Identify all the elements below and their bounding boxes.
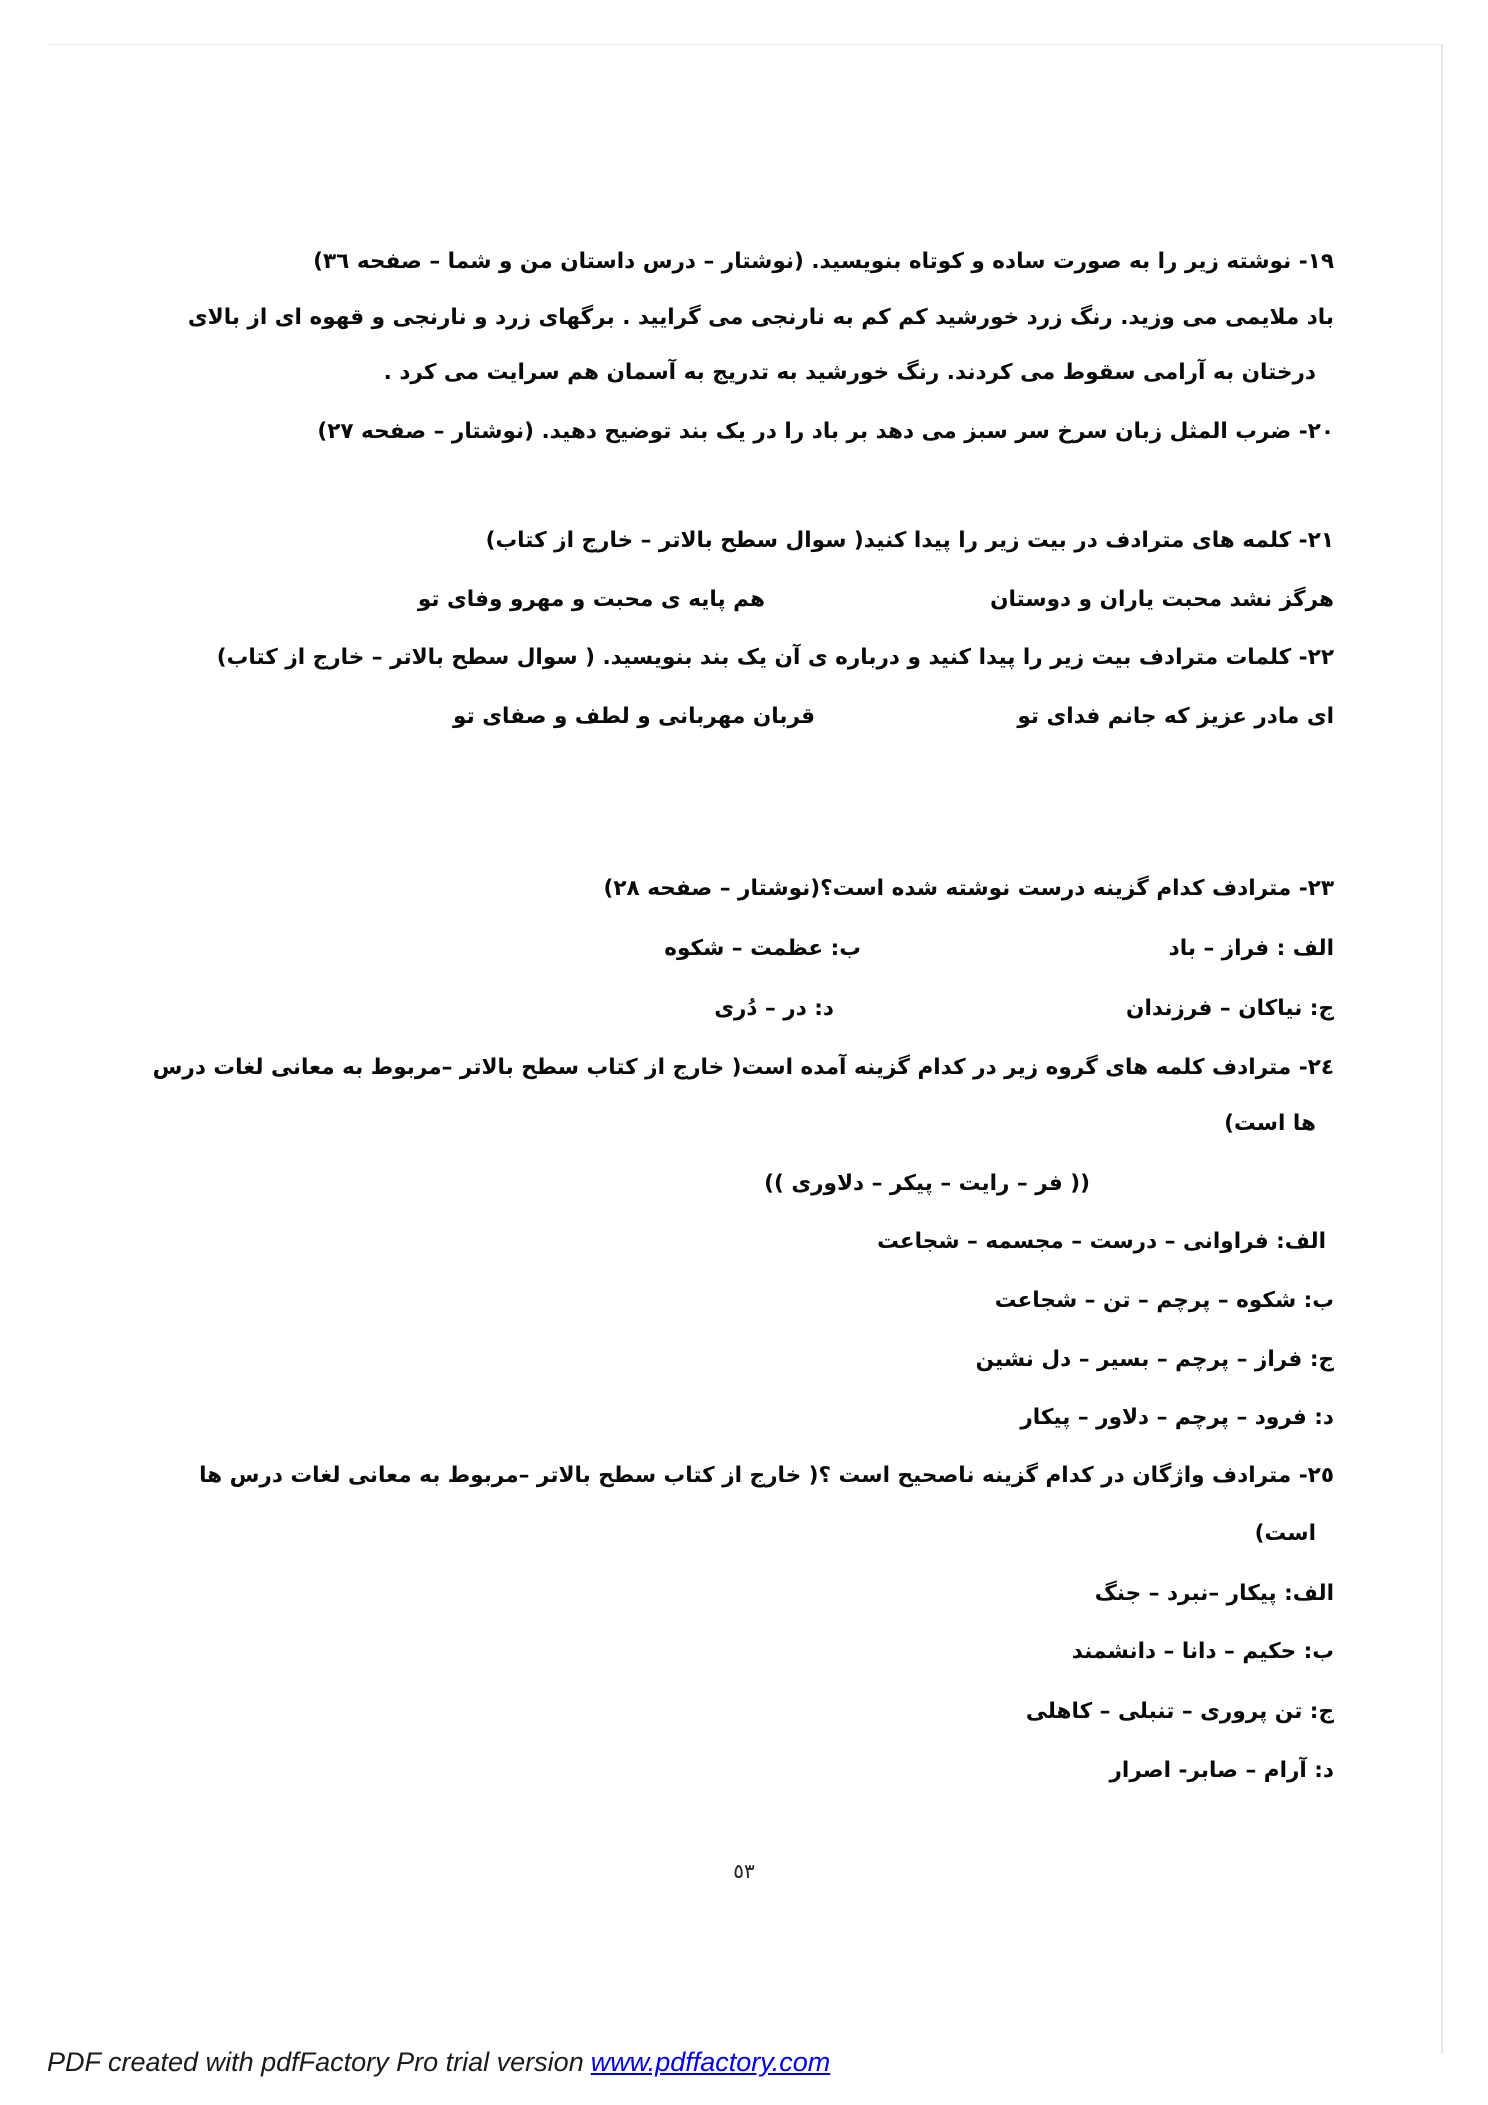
question-24-word-group: (( فر – رایت – پیکر – دلاوری )) — [764, 1171, 1090, 1196]
question-23-option-alef: الف : فراز – باد — [1168, 936, 1334, 961]
question-25-option-be: ب: حکیم – دانا – دانشمند — [1071, 1639, 1334, 1664]
question-24-option-jim: ج: فراز – پرچم – بسیر – دل نشین — [975, 1347, 1334, 1372]
question-24-prompt-line-1: ٢٤- مترادف کلمه های گروه زیر در کدام گزینه آمده است( خارج از کتاب سطح بالاتر –مربوط به معانی لغات درس — [152, 1055, 1334, 1080]
question-21-prompt: ٢١- کلمه های مترادف در بیت زیر را پیدا کنید( سوال سطح بالاتر – خارج از کتاب) — [485, 528, 1334, 553]
question-25-option-jim: ج: تن پروری – تنبلی – کاهلی — [1025, 1699, 1334, 1724]
question-22-prompt: ٢٢- کلمات مترادف بیت زیر را پیدا کنید و درباره ی آن یک بند بنویسید. ( سوال سطح بالاتر – خارج از کتاب) — [216, 645, 1334, 670]
question-22-verse-hemistich-1: ای مادر عزیز که جانم فدای تو — [1017, 704, 1334, 729]
question-25-option-alef: الف: پیکار –نبرد – جنگ — [1094, 1581, 1334, 1606]
question-22-verse-hemistich-2: قربان مهربانی و لطف و صفای تو — [453, 704, 815, 729]
question-25-option-dal: د: آرام – صابر- اصرار — [1109, 1758, 1334, 1783]
question-23-option-be: ب: عظمت – شکوه — [664, 936, 861, 961]
question-24-prompt-line-2: ها است) — [1224, 1111, 1316, 1136]
question-25-prompt-line-1: ٢٥- مترادف واژگان در کدام گزینه ناصحیح است ؟( خارج از کتاب سطح بالاتر –مربوط به معانی لغات درس ها — [199, 1463, 1334, 1488]
question-19-passage-line-2: درختان به آرامی سقوط می کردند. رنگ خورشید به تدریج به آسمان هم سرایت می کرد . — [383, 360, 1316, 385]
page-number: ٥٣ — [733, 1859, 755, 1883]
question-21-verse-hemistich-2: هم پایه ی محبت و مهرو وفای تو — [417, 587, 765, 612]
footer-text: PDF created with pdfFactory Pro trial version — [47, 2047, 584, 2077]
footer-link[interactable]: www.pdffactory.com — [590, 2047, 831, 2077]
question-19-passage-line-1: باد ملایمی می وزید. رنگ زرد خورشید کم کم به نارنجی می گرایید . برگهای زرد و نارنجی و قهوه ای از بالای — [187, 305, 1334, 330]
question-20-prompt: ٢٠- ضرب المثل زبان سرخ سر سبز می دهد بر باد را در یک بند توضیح دهید. (نوشتار – صفحه ٢٧) — [317, 419, 1334, 444]
question-24-option-dal: د: فرود – پرچم – دلاور – پیکار — [1020, 1405, 1334, 1430]
question-25-prompt-line-2: است) — [1254, 1521, 1316, 1546]
question-23-prompt: ٢٣- مترادف کدام گزینه درست نوشته شده است؟(نوشتار – صفحه ٢٨) — [603, 876, 1334, 901]
question-24-option-alef: الف: فراوانی – درست – مجسمه – شجاعت — [877, 1229, 1326, 1254]
question-23-option-jim: ج: نیاکان – فرزندان — [1126, 996, 1334, 1021]
question-21-verse-hemistich-1: هرگز نشد محبت یاران و دوستان — [990, 587, 1334, 612]
question-24-option-be: ب: شکوه – پرچم – تن – شجاعت — [994, 1288, 1334, 1313]
pdf-footer — [47, 2044, 830, 2080]
question-23-option-dal: د: در – دُری — [714, 996, 834, 1021]
question-19-prompt: ١٩- نوشته زیر را به صورت ساده و کوتاه بنویسید. (نوشتار – درس داستان من و شما – صفحه ٣٦) — [313, 249, 1334, 274]
